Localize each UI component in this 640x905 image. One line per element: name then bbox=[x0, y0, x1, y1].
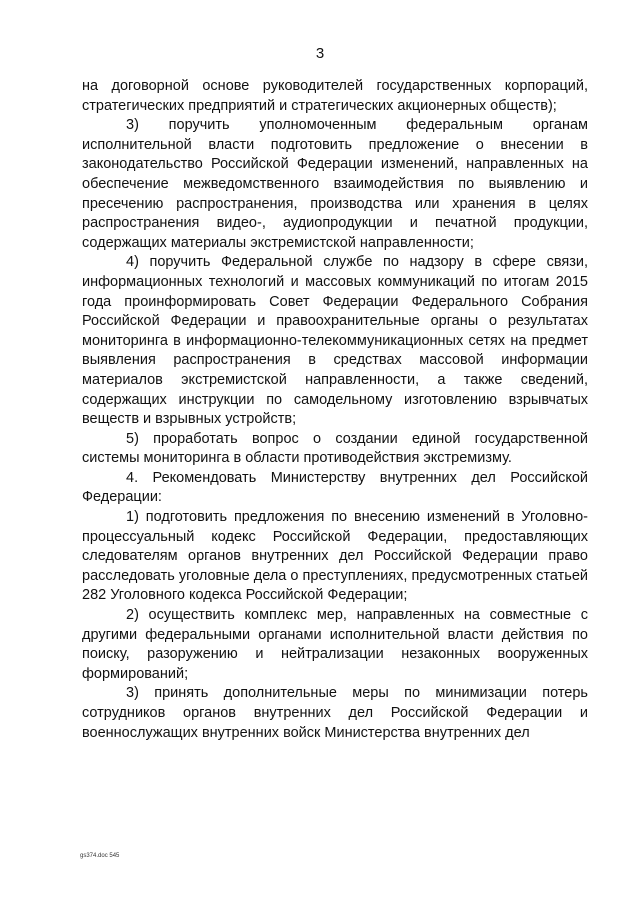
paragraph-item-3: 3) поручить уполномоченным федеральным органам исполнительной власти подготовить предложение о внесении в законодательство Российской Федерации изменений, направленных на обеспечение межведомственного взаимодействия по выявлению и пресечению распространения, производства или хранения в целях распространения видео-, аудиопродукции и печатной продукции, содержащих материалы экстремистской направленности; bbox=[82, 117, 588, 251]
paragraph-item-4: 4) поручить Федеральной службе по надзору в сфере связи, информационных технологий и массовых коммуникаций по итогам 2015 года проинформировать Совет Федерации Федерального Собрания Российской Федерации и правоохранительные органы о результатах мониторинга в информационно-телекоммуникационных сетях на предмет выявления распространения в средствах массовой информации материалов экстремистской направленности, а также сведений, содержащих инструкции по самодельному изготовлению взрывчатых веществ и взрывных устройств; bbox=[82, 254, 588, 428]
paragraph-section-4: 4. Рекомендовать Министерству внутренних дел Российской Федерации: bbox=[82, 469, 588, 506]
paragraph-subitem-3: 3) принять дополнительные меры по минимизации потерь сотрудников органов внутренних дел Российской Федерации и военнослужащих внутренних войск Министерства внутренних дел bbox=[82, 685, 588, 741]
paragraph-subitem-1: 1) подготовить предложения по внесению изменений в Уголовно-процессуальный кодекс Российской Федерации, предоставляющих следователям органов внутренних дел Российской Федерации право расследовать уголовные дела о преступлениях, предусмотренных статьей 282 Уголовного кодекса Российской Федерации; bbox=[82, 509, 588, 604]
paragraph-subitem-2: 2) осуществить комплекс мер, направленных на совместные с другими федеральными органами исполнительной власти действия по поиску, разоружению и нейтрализации незаконных вооруженных формирований; bbox=[82, 607, 588, 682]
page-number: 3 bbox=[315, 45, 325, 62]
document-body bbox=[82, 77, 588, 743]
paragraph-item-5: 5) проработать вопрос о создании единой государственной системы мониторинга в области противодействия экстремизму. bbox=[82, 430, 588, 467]
paragraph-continuation: на договорной основе руководителей государственных корпораций, стратегических предприятий и стратегических акционерных обществ); bbox=[82, 78, 588, 114]
footer-file-label: gs374.doc 545 bbox=[80, 853, 120, 859]
